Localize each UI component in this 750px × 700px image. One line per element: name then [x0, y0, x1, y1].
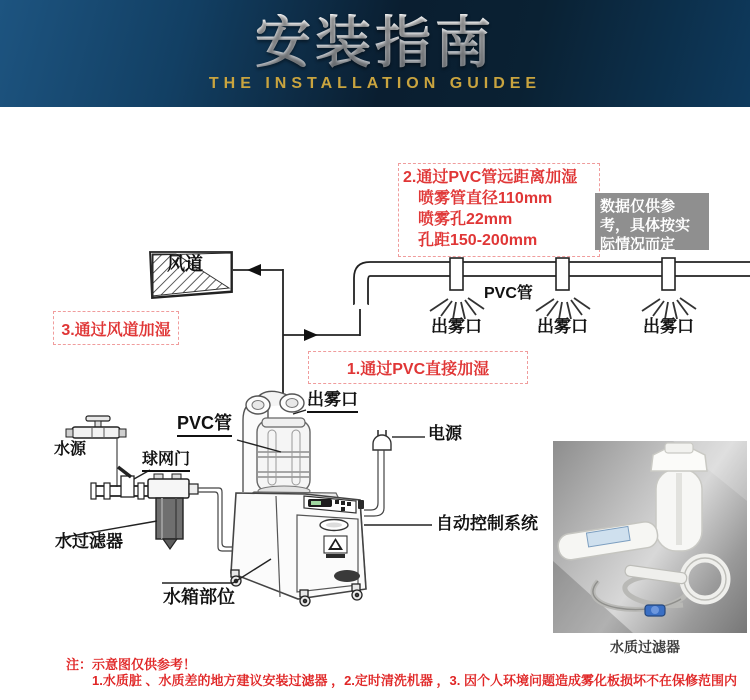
annotation-method1: 1.通过PVC直接加湿 — [308, 351, 528, 384]
mist-nozzle-3 — [662, 258, 675, 290]
label-auto-control: 自动控制系统 — [436, 514, 538, 533]
power-cord-drawing — [364, 430, 425, 516]
water-bottle-drawing — [257, 418, 310, 496]
label-machine-mist-outlet: 出雾口 — [307, 391, 358, 413]
label-pvc-pipe-machine: PVC管 — [177, 414, 232, 437]
water-tap-drawing — [66, 416, 126, 438]
mist-nozzle-2 — [556, 258, 569, 290]
label-mist-outlet-1: 出雾口 — [431, 317, 482, 336]
label-water-source: 水源 — [54, 441, 87, 458]
photo-caption: 水质过滤器 — [610, 639, 680, 655]
label-power: 电源 — [428, 424, 462, 443]
label-mist-outlet-2: 出雾口 — [537, 317, 588, 336]
label-ball-valve: 球网门 — [142, 451, 190, 472]
label-mist-outlet-3: 出雾口 — [643, 317, 694, 336]
annotation-method2-spec2: 喷雾孔22mm — [418, 211, 513, 228]
ball-valve-drawing — [118, 467, 134, 497]
annotation-method2-spec1: 喷雾管直径110mm — [418, 190, 553, 207]
annotation-method2-spec3: 孔距150-200mm — [418, 232, 538, 249]
page-subtitle: THE INSTALLATION GUIDEE — [208, 74, 542, 92]
mist-nozzle-1 — [450, 258, 463, 290]
footer-note-body: 1.水质脏 、水质差的地方建议安装过滤器 ，2.定时清洗机器 ，3. 因个人环境问题造成雾化板损坏不在保修范围内 — [92, 673, 737, 688]
footer-note-title: 注：示意图仅供参考！ — [66, 657, 197, 672]
label-water-filter: 水过滤器 — [55, 532, 123, 551]
label-pvc-pipe-ceiling: PVC管 — [484, 285, 533, 302]
water-filter-photo — [553, 441, 747, 633]
spray-lines — [430, 298, 696, 319]
annotation-method2-title: 2.通过PVC管远距离加湿 — [403, 169, 578, 186]
filter-kit-illustration — [553, 441, 747, 633]
inline-filter-drawing — [148, 474, 198, 549]
data-disclaimer-box: 数据仅供参考，具体按实际情况而定 — [595, 193, 709, 250]
ceiling-pipe-drawing — [354, 258, 750, 319]
label-tank-section: 水箱部位 — [163, 587, 235, 607]
humidifier-machine-drawing — [231, 391, 366, 606]
annotation-method3: 3.通过风道加湿 — [53, 311, 179, 345]
annotation-method2 — [398, 163, 600, 257]
label-air-duct: 风道 — [167, 254, 203, 274]
page-title: 安装指南 — [255, 11, 495, 75]
